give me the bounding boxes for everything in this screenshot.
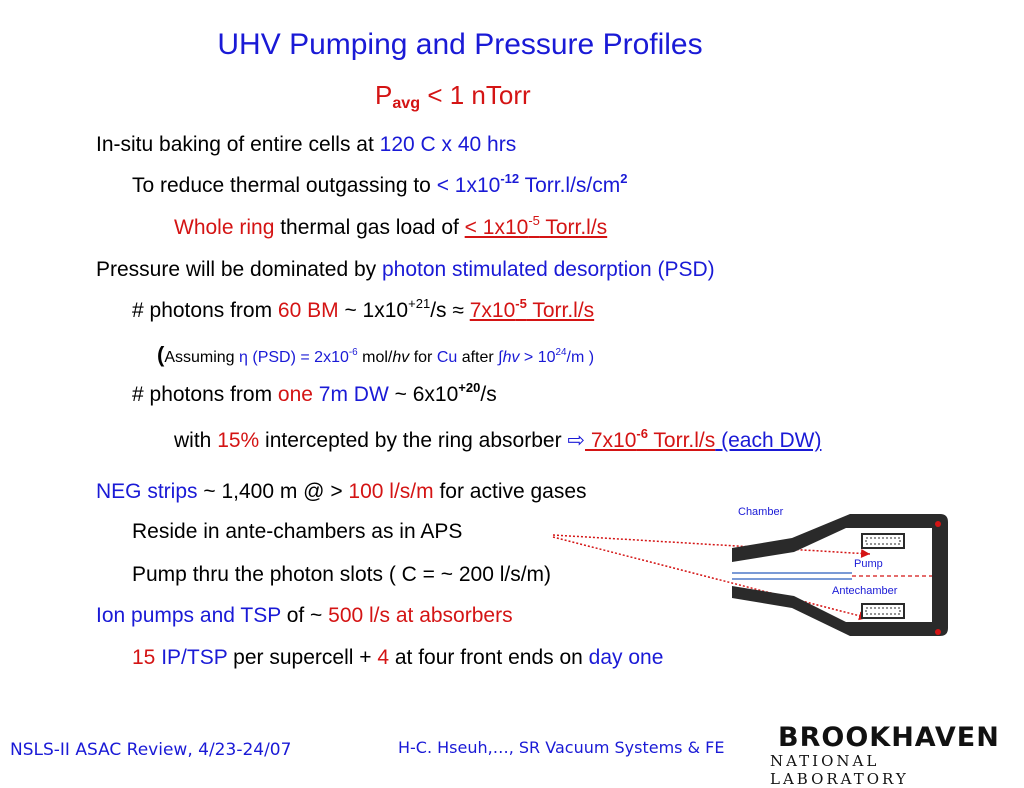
text: mol/ — [357, 349, 393, 366]
superscript: -5 — [528, 212, 540, 228]
text: /m ) — [566, 349, 595, 366]
text: IP/TSP — [155, 646, 228, 669]
text: # photons from — [132, 383, 278, 406]
text: Pressure will be dominated by — [96, 258, 382, 281]
text: 60 BM — [277, 299, 339, 322]
logo-top-text: BROOKHAVEN — [778, 722, 1000, 753]
text: 100 l/s/m — [348, 480, 434, 503]
arrow-icon: ⇨ — [567, 429, 586, 452]
text: Cu — [436, 349, 458, 366]
text: Reside in ante-chambers as in APS — [132, 520, 463, 543]
footer-middle: H-C. Hseuh,…, SR Vacuum Systems & FE — [398, 738, 725, 757]
text: day one — [588, 646, 664, 669]
text: with — [174, 429, 218, 452]
text: To reduce thermal outgassing to — [132, 174, 437, 197]
text: 4 — [377, 646, 390, 669]
superscript: +21 — [408, 295, 431, 311]
text: after — [457, 349, 499, 366]
text: hv — [502, 349, 520, 366]
text: Torr.l/s/cm — [519, 174, 621, 197]
text: for — [409, 349, 437, 366]
text: hv — [392, 349, 410, 366]
superscript: -6 — [348, 347, 358, 359]
text: thermal gas load of — [274, 216, 465, 239]
text: /s ≈ — [430, 299, 470, 322]
text: Torr.l/s — [526, 299, 595, 322]
superscript: -12 — [500, 170, 520, 186]
text: Pump thru the photon slots ( C = ~ 200 l/s/m) — [132, 563, 552, 586]
chamber-diagram — [732, 500, 952, 646]
text: for active gases — [433, 480, 587, 503]
chamber-label: Chamber — [738, 506, 784, 518]
text: 7m DW — [312, 383, 389, 406]
brookhaven-logo — [770, 722, 1000, 788]
text: In-situ baking of entire cells at — [96, 133, 380, 156]
subtitle-rest: < 1 nTorr — [420, 80, 531, 110]
text: # photons from — [132, 299, 278, 322]
slide-title: UHV Pumping and Pressure Profiles — [217, 28, 703, 61]
text: 7x10 — [585, 429, 637, 452]
text: Ion pumps and TSP — [96, 604, 281, 627]
logo-bottom-text: NATIONAL LABORATORY — [770, 752, 909, 788]
superscript: -6 — [636, 425, 648, 441]
subtitle-sub: avg — [392, 94, 421, 113]
text: of ~ — [280, 604, 329, 627]
text: /s — [480, 383, 497, 406]
superscript: 24 — [555, 347, 567, 359]
subtitle-p: P — [375, 80, 393, 110]
text: photon stimulated desorption (PSD) — [381, 258, 715, 281]
text: (each DW) — [715, 429, 822, 452]
superscript: +20 — [458, 379, 481, 395]
superscript: 2 — [620, 170, 628, 186]
text: at four front ends on — [389, 646, 589, 669]
text: ~ 6x10 — [388, 383, 459, 406]
text: 500 l/s at absorbers — [328, 604, 513, 627]
text: 15 — [132, 646, 156, 669]
antechamber-label: Antechamber — [832, 585, 898, 597]
text: η (PSD) = 2x10 — [239, 349, 349, 366]
text: 7x10 — [469, 299, 516, 322]
text: Whole ring — [174, 216, 275, 239]
text: ∫ — [498, 349, 503, 366]
text: Assuming — [164, 349, 240, 366]
superscript: -5 — [515, 295, 527, 311]
text: NEG strips — [96, 480, 198, 503]
text: < 1x10 — [464, 216, 529, 239]
text: 15% — [217, 429, 260, 452]
text: Torr.l/s — [539, 216, 608, 239]
text: intercepted by the ring absorber — [259, 429, 568, 452]
text: Torr.l/s — [647, 429, 716, 452]
text: ~ 1,400 m @ > — [197, 480, 349, 503]
footer-left: NSLS-II ASAC Review, 4/23-24/07 — [10, 740, 292, 760]
text: 120 C x 40 hrs — [379, 133, 517, 156]
text: > 10 — [519, 349, 556, 366]
text: ~ 1x10 — [338, 299, 409, 322]
text: one — [277, 383, 313, 406]
text: per supercell + — [227, 646, 378, 669]
pump-label: Pump — [854, 558, 883, 570]
text: ( — [157, 342, 165, 367]
text: < 1x10 — [436, 174, 501, 197]
